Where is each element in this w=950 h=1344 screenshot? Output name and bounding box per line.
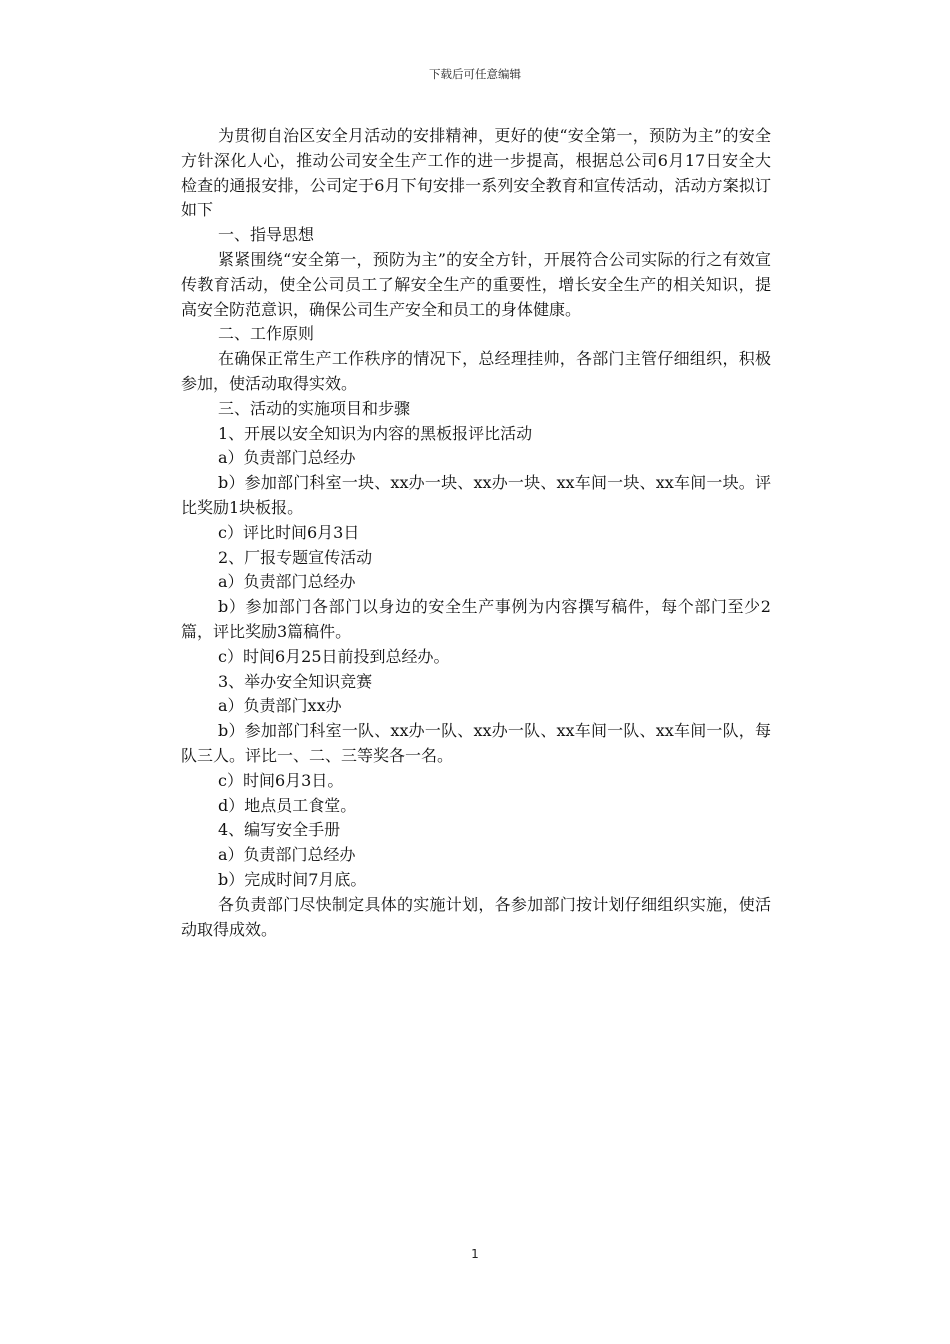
guiding-thought-paragraph: 紧紧围绕“安全第一，预防为主”的安全方针，开展符合公司实际的行之有效宣传教育活动，使全公司员工了解安全生产的重要性，增长安全生产的相关知识，提高安全防范意识，确保公司生产安全和员工的身体健康。 [181,249,771,319]
page-number: 1 [471,1247,479,1261]
item-heading-blackboard: 1、开展以安全知识为内容的黑板报评比活动 [218,423,533,443]
section-heading-work-principle: 二、工作原则 [218,324,315,344]
list-item: d）地点员工食堂。 [218,795,357,815]
item-heading-knowledge-contest: 3、举办安全知识竞赛 [218,671,373,691]
list-item: a）负责部门总经办 [218,448,356,468]
document-body [181,124,771,942]
list-item: a）负责部门xx办 [218,696,342,716]
item-heading-safety-manual: 4、编写安全手册 [218,820,341,840]
list-item: a）负责部门总经办 [218,572,356,592]
list-item: a）负责部门总经办 [218,845,356,865]
closing-paragraph: 各负责部门尽快制定具体的实施计划，各参加部门按计划仔细组织实施，使活动取得成效。 [181,894,771,939]
list-item: c）时间6月25日前投到总经办。 [218,646,450,666]
page-header-note: 下载后可任意编辑 [429,67,521,81]
work-principle-paragraph: 在确保正常生产工作秩序的情况下，总经理挂帅，各部门主管仔细组织，积极参加，使活动取得实效。 [181,349,771,393]
list-item: b）参加部门各部门以身边的安全生产事例为内容撰写稿件，每个部门至少2篇，评比奖励3篇稿件。 [181,597,771,641]
list-item: b）参加部门科室一块、xx办一块、xx办一块、xx车间一块、xx车间一块。评比奖励1块板报。 [181,473,771,517]
list-item: c）评比时间6月3日 [218,522,360,542]
list-item: b）参加部门科室一队、xx办一队、xx办一队、xx车间一队、xx车间一队，每队三人。评比一、二、三等奖各一名。 [181,721,771,765]
item-heading-factory-paper: 2、厂报专题宣传活动 [218,547,373,567]
list-item: b）完成时间7月底。 [218,869,367,889]
section-heading-guiding-thought: 一、指导思想 [218,225,315,245]
intro-paragraph: 为贯彻自治区安全月活动的安排精神，更好的使“安全第一，预防为主”的安全方针深化人心，推动公司安全生产工作的进一步提高，根据总公司6月17日安全大检查的通报安排，公司定于6月下旬安排一系列安全教育和宣传活动，活动方案拟订如下 [181,126,771,220]
list-item: c）时间6月3日。 [218,770,344,790]
section-heading-activity-items: 三、活动的实施项目和步骤 [218,398,411,418]
